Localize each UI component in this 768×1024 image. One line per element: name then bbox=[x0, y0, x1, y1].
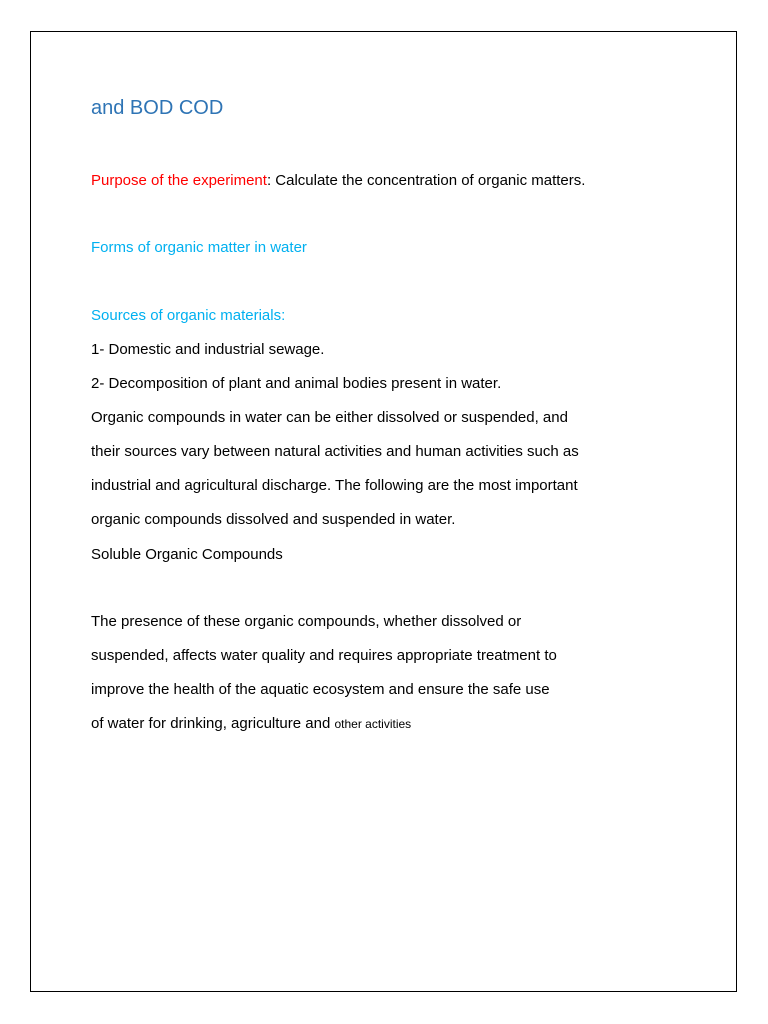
paragraph-line: The presence of these organic compounds, whether dissolved or bbox=[91, 613, 522, 630]
purpose-label: Purpose of the experiment bbox=[91, 172, 267, 189]
document-title: and BOD COD bbox=[91, 97, 224, 119]
last-line-main: of water for drinking, agriculture and bbox=[91, 715, 335, 732]
paragraph-line: organic compounds dissolved and suspended in water. bbox=[91, 511, 456, 528]
purpose-line bbox=[91, 171, 585, 191]
sources-heading: Sources of organic materials: bbox=[91, 307, 286, 324]
list-item: 2- Decomposition of plant and animal bodies present in water. bbox=[91, 375, 502, 392]
paragraph-line: industrial and agricultural discharge. The following are the most important bbox=[91, 477, 578, 494]
paragraph-line: Organic compounds in water can be either dissolved or suspended, and bbox=[91, 409, 568, 426]
soluble-heading: Soluble Organic Compounds bbox=[91, 546, 283, 563]
forms-heading: Forms of organic matter in water bbox=[91, 239, 307, 256]
last-line-small: other activities bbox=[334, 717, 412, 731]
paragraph-line: improve the health of the aquatic ecosystem and ensure the safe use bbox=[91, 681, 550, 698]
purpose-text: : Calculate the concentration of organic matters. bbox=[266, 172, 586, 189]
last-line bbox=[91, 714, 411, 734]
paragraph-line: suspended, affects water quality and requires appropriate treatment to bbox=[91, 647, 557, 664]
paragraph-line: their sources vary between natural activities and human activities such as bbox=[91, 443, 579, 460]
list-item: 1- Domestic and industrial sewage. bbox=[91, 341, 325, 358]
